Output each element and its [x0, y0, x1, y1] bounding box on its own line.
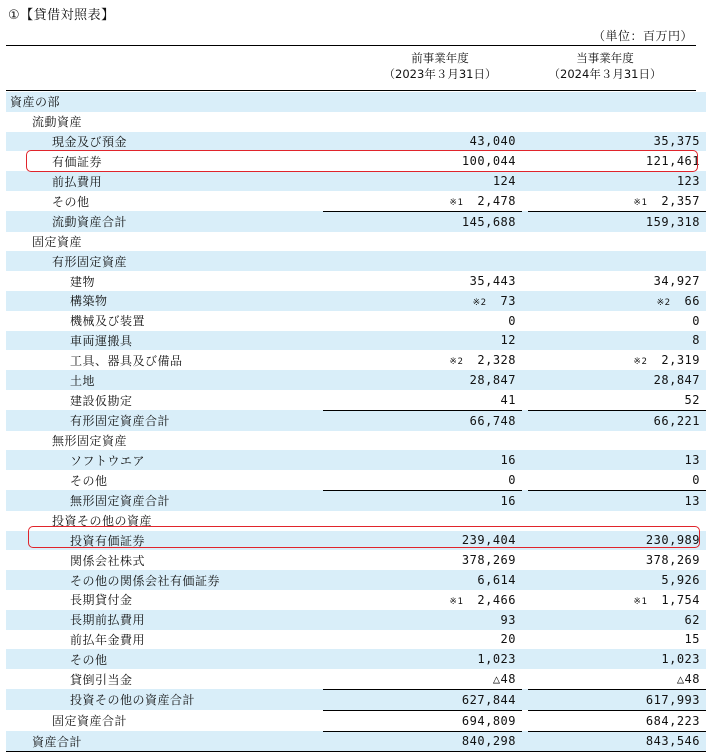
table-row	[6, 511, 706, 531]
current-year-value	[528, 511, 706, 531]
table-row	[6, 171, 706, 191]
amount: 1,754	[661, 592, 700, 607]
table-row	[6, 251, 706, 271]
prior-year-value	[323, 211, 522, 231]
amount: 66	[684, 293, 700, 308]
row-label: 有価証券	[52, 154, 103, 169]
current-year-value	[528, 271, 706, 291]
amount: 2,466	[477, 592, 516, 607]
table-row	[6, 531, 706, 551]
current-year-value	[528, 470, 706, 490]
prior-year-value	[323, 370, 522, 390]
row-label: 無形固定資産合計	[6, 490, 323, 510]
row-label: その他	[52, 194, 90, 209]
amount: 230,989	[645, 533, 700, 548]
row-label: 建設仮勘定	[70, 393, 133, 408]
current-year-value	[528, 191, 706, 211]
amount: 66,221	[653, 413, 700, 428]
table-row	[6, 311, 706, 331]
footnote-mark: ※1	[449, 596, 464, 607]
amount: 34,927	[653, 274, 700, 289]
current-year-value	[528, 112, 706, 132]
row-label: 有形固定資産	[6, 251, 323, 271]
amount: 843,546	[645, 734, 700, 749]
prior-year-value	[323, 390, 522, 410]
table-row	[6, 112, 706, 132]
current-year-value	[528, 211, 706, 231]
row-label: 現金及び預金	[6, 132, 323, 152]
current-year-value	[528, 132, 706, 152]
amount: △48	[492, 672, 516, 686]
amount: 5,926	[661, 573, 700, 588]
table-row	[6, 132, 706, 152]
row-label: 工具、器具及び備品	[70, 353, 183, 368]
prior-year-value	[323, 311, 522, 331]
row-label: 固定資産	[32, 234, 83, 249]
prior-year-value	[323, 132, 522, 152]
table-row	[6, 291, 706, 311]
prior-year-value	[323, 511, 522, 531]
footnote-mark: ※1	[633, 197, 648, 208]
row-label: 無形固定資産	[52, 433, 128, 448]
prior-year-value	[323, 450, 522, 470]
footnote-mark: ※2	[449, 357, 464, 368]
row-label: 機械及び装置	[70, 314, 146, 329]
table-row	[6, 470, 706, 490]
row-label: 投資その他の資産	[52, 514, 153, 529]
current-year-value	[528, 710, 706, 731]
amount: 52	[684, 392, 700, 407]
prior-year-value	[323, 570, 522, 590]
header-bottom-rule	[6, 90, 696, 91]
amount: 8	[692, 333, 700, 348]
table-row	[6, 710, 706, 731]
amount: 159,318	[645, 214, 700, 229]
amount: 239,404	[461, 533, 516, 548]
amount: 35,375	[653, 134, 700, 149]
amount: 627,844	[461, 692, 516, 707]
row-label: 投資その他の資産合計	[6, 689, 323, 710]
row-label: 長期貸付金	[70, 593, 133, 608]
current-year-value	[528, 232, 706, 252]
footnote-mark: ※2	[633, 357, 648, 368]
amount: 684,223	[645, 713, 700, 728]
current-year-value	[528, 590, 706, 610]
table-row	[6, 331, 706, 351]
table-row	[6, 211, 706, 231]
amount: 378,269	[645, 553, 700, 568]
row-label: 長期前払費用	[6, 610, 323, 630]
current-year-value	[528, 370, 706, 390]
row-label: 前払費用	[6, 171, 323, 191]
current-year-value	[528, 171, 706, 191]
table-row	[6, 731, 706, 752]
amount: 0	[692, 473, 700, 488]
row-label: 土地	[6, 370, 323, 390]
amount: 28,847	[653, 373, 700, 388]
current-year-value	[528, 92, 706, 112]
current-year-value	[528, 649, 706, 669]
row-label: 貸倒引当金	[70, 672, 133, 687]
footnote-mark: ※1	[449, 197, 464, 208]
table-row	[6, 450, 706, 470]
current-year-value	[528, 550, 706, 570]
prior-year-value	[323, 531, 522, 551]
current-year-value	[528, 331, 706, 351]
prior-year-value	[323, 630, 522, 650]
row-label: その他	[6, 649, 323, 669]
footnote-mark: ※2	[472, 297, 487, 308]
balance-sheet-table	[6, 92, 706, 752]
table-row	[6, 191, 706, 211]
prior-year-value	[323, 251, 522, 271]
amount: 123	[676, 174, 700, 189]
column-header-current-year-date: （2024年３月31日）	[548, 67, 662, 81]
amount: 2,478	[477, 193, 516, 208]
table-row	[6, 92, 706, 112]
amount: 100,044	[461, 154, 516, 169]
current-year-value	[528, 410, 706, 430]
current-year-value	[528, 531, 706, 551]
amount: 0	[508, 313, 516, 328]
current-year-value	[528, 630, 706, 650]
table-row	[6, 232, 706, 252]
table-row	[6, 669, 706, 689]
prior-year-value	[323, 669, 522, 689]
amount: 1,023	[477, 652, 516, 667]
column-header-prior-year-date: （2023年３月31日）	[383, 67, 497, 81]
prior-year-value	[323, 232, 522, 252]
amount: 16	[500, 453, 516, 468]
prior-year-value	[323, 151, 522, 171]
prior-year-value	[323, 431, 522, 451]
prior-year-value	[323, 710, 522, 731]
prior-year-value	[323, 689, 522, 710]
row-label: 固定資産合計	[52, 714, 128, 729]
row-label: その他の関係会社有価証券	[6, 570, 323, 590]
prior-year-value	[323, 550, 522, 570]
amount: 20	[500, 632, 516, 647]
amount: 66,748	[469, 413, 516, 428]
current-year-value	[528, 610, 706, 630]
amount: 121,461	[645, 154, 700, 169]
amount: 2,319	[661, 353, 700, 368]
table-row	[6, 490, 706, 510]
prior-year-value	[323, 649, 522, 669]
amount: 35,443	[469, 274, 516, 289]
row-label: ソフトウエア	[6, 450, 323, 470]
column-header-current-year	[510, 50, 700, 82]
table-row	[6, 390, 706, 410]
table-row	[6, 350, 706, 370]
current-year-value	[528, 350, 706, 370]
amount: 13	[684, 453, 700, 468]
amount: 0	[692, 313, 700, 328]
row-label: その他	[70, 473, 108, 488]
amount: 6,614	[477, 573, 516, 588]
current-year-value	[528, 251, 706, 271]
table-row	[6, 410, 706, 430]
column-header-prior-year	[345, 50, 535, 82]
amount: 13	[684, 493, 700, 508]
row-label: 資産の部	[6, 92, 323, 112]
current-year-value	[528, 450, 706, 470]
row-label: 構築物	[6, 291, 323, 311]
amount: 840,298	[461, 734, 516, 749]
footnote-mark: ※2	[656, 297, 671, 308]
amount: 43,040	[469, 134, 516, 149]
current-year-value	[528, 431, 706, 451]
amount: 378,269	[461, 553, 516, 568]
row-label: 前払年金費用	[70, 632, 146, 647]
column-header-current-year-name: 当事業年度	[576, 51, 634, 65]
row-label: 投資有価証券	[6, 531, 323, 551]
table-row	[6, 649, 706, 669]
row-label: 流動資産	[32, 115, 83, 130]
current-year-value	[528, 570, 706, 590]
amount: 694,809	[461, 713, 516, 728]
prior-year-value	[323, 590, 522, 610]
current-year-value	[528, 390, 706, 410]
amount: 28,847	[469, 373, 516, 388]
amount: 16	[500, 493, 516, 508]
row-label: 流動資産合計	[6, 211, 323, 231]
table-row	[6, 630, 706, 650]
row-label: 資産合計	[6, 731, 323, 752]
prior-year-value	[323, 410, 522, 430]
amount: 2,357	[661, 193, 700, 208]
table-row	[6, 570, 706, 590]
column-header-prior-year-name: 前事業年度	[411, 51, 469, 65]
amount: 73	[500, 293, 516, 308]
current-year-value	[528, 689, 706, 710]
row-label: 建物	[70, 274, 96, 289]
table-row	[6, 431, 706, 451]
prior-year-value	[323, 350, 522, 370]
prior-year-value	[323, 731, 522, 752]
prior-year-value	[323, 92, 522, 112]
footnote-mark: ※1	[633, 596, 648, 607]
table-row	[6, 370, 706, 390]
amount: △48	[676, 672, 700, 686]
section-title: ①【貸借対照表】	[8, 8, 115, 23]
amount: 2,328	[477, 353, 516, 368]
amount: 15	[684, 632, 700, 647]
row-label: 関係会社株式	[70, 553, 146, 568]
header-top-rule	[6, 45, 696, 46]
prior-year-value	[323, 331, 522, 351]
prior-year-value	[323, 470, 522, 490]
amount: 0	[508, 473, 516, 488]
table-row	[6, 689, 706, 710]
unit-label: （単位：百万円）	[592, 29, 693, 43]
table-row	[6, 590, 706, 610]
prior-year-value	[323, 291, 522, 311]
amount: 41	[500, 392, 516, 407]
current-year-value	[528, 291, 706, 311]
prior-year-value	[323, 610, 522, 630]
prior-year-value	[323, 112, 522, 132]
amount: 1,023	[661, 652, 700, 667]
prior-year-value	[323, 191, 522, 211]
amount: 124	[492, 174, 516, 189]
table-row	[6, 610, 706, 630]
amount: 12	[500, 333, 516, 348]
current-year-value	[528, 490, 706, 510]
prior-year-value	[323, 490, 522, 510]
current-year-value	[528, 669, 706, 689]
current-year-value	[528, 151, 706, 171]
prior-year-value	[323, 271, 522, 291]
amount: 145,688	[461, 214, 516, 229]
row-label: 車両運搬具	[6, 331, 323, 351]
table-row	[6, 151, 706, 171]
current-year-value	[528, 731, 706, 752]
table-row	[6, 271, 706, 291]
amount: 93	[500, 612, 516, 627]
prior-year-value	[323, 171, 522, 191]
amount: 62	[684, 612, 700, 627]
table-row	[6, 550, 706, 570]
current-year-value	[528, 311, 706, 331]
amount: 617,993	[645, 692, 700, 707]
row-label: 有形固定資産合計	[6, 410, 323, 430]
